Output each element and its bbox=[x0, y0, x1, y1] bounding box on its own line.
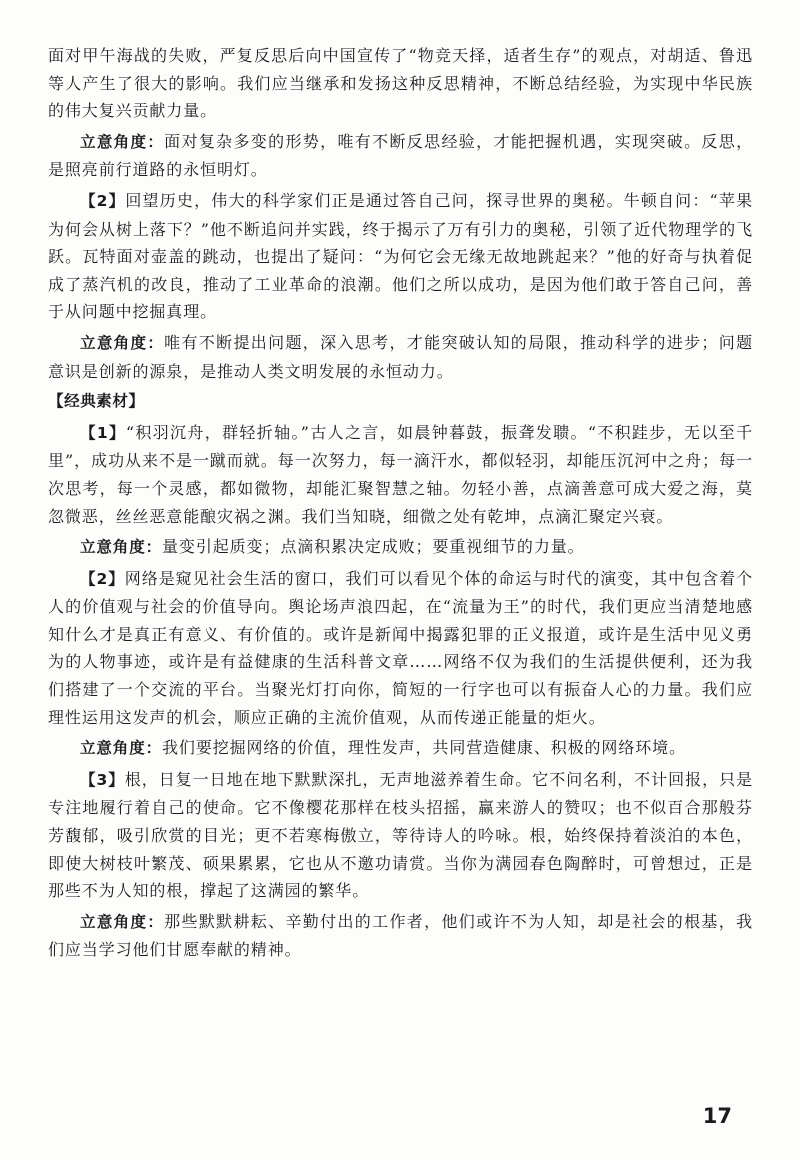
item-text: “积羽沉舟，群轻折轴。”古人之言，如晨钟暮鼓，振聋发聩。“不积跬步，无以至千里”，成功从来不是一蹴而就。每一次努力，每一滴汗水，都似轻羽，却能压沉河中之舟；每一次思考，每一个灵感，都如微物，却能汇聚智慧之轴。勿轻小善，点滴善意可成大爱之海，莫忽微恶，丝丝恶意能酿灾祸之渊。我们当知晓，细微之处有乾坤，点滴汇聚定兴衰。 bbox=[48, 422, 753, 526]
angle-text: 量变引起质变；点滴积累决定成败；要重视细节的力量。 bbox=[162, 537, 585, 557]
opening-paragraph bbox=[48, 42, 753, 125]
item-number: 【2】 bbox=[80, 569, 125, 588]
angle-paragraph-4 bbox=[48, 734, 753, 763]
item-text: 网络是窥见社会生活的窗口，我们可以看见个体的命运与时代的演变，其中包含着个人的价值观与社会的价值导向。舆论场声浪四起，在“流量为王”的时代，我们更应当清楚地感知什么才是真正有意义、有价值的。或许是新闻中揭露犯罪的正义报道，或许是生活中见义勇为的人物事迹，或许是有益健康的生活科普文章……网络不仅为我们的生活提供便利，还为我们搭建了一个交流的平台。当聚光灯打向你，简短的一行字也可以有振奋人心的力量。我们应理性运用这发声的机会，顺应正确的主流价值观，从而传递正能量的炬火。 bbox=[48, 568, 753, 727]
page-content bbox=[48, 42, 753, 967]
item-number: 【1】 bbox=[80, 423, 126, 442]
angle-label: 立意角度： bbox=[80, 538, 163, 557]
angle-label: 立意角度： bbox=[80, 912, 165, 931]
angle-text: 我们要挖掘网络的价值，理性发声，共同营造健康、积极的网络环境。 bbox=[162, 738, 686, 758]
angle-paragraph-1 bbox=[48, 128, 753, 184]
section-title-classic-materials: 【经典素材】 bbox=[48, 392, 145, 411]
angle-paragraph-5 bbox=[48, 908, 753, 964]
item-number: 【3】 bbox=[80, 770, 125, 789]
angle-text: 唯有不断提出问题，深入思考，才能突破认知的局限，推动科学的进步；问题意识是创新的源泉，是推动人类文明发展的永恒动力。 bbox=[48, 332, 753, 381]
item-text: 根，日复一日地在地下默默深扎，无声地滋养着生命。它不问名利，不计回报，只是专注地履行着自己的使命。它不像樱花那样在枝头招摇，赢来游人的赞叹；也不似百合那般芬芳馥郁，吸引欣赏的目光；更不若寒梅傲立，等待诗人的吟咏。根，始终保持着淡泊的本色，即使大树枝叶繁茂、硕果累累，它也从不邀功请赏。当你为满园春色陶醉时，可曾想过，正是那些不为人知的根，撑起了这满园的繁华。 bbox=[48, 769, 753, 901]
angle-label: 立意角度： bbox=[80, 333, 165, 352]
material-item-2 bbox=[48, 187, 753, 326]
angle-paragraph-2 bbox=[48, 329, 753, 385]
item-text: 回望历史，伟大的科学家们正是通过答自己问，探寻世界的奥秘。牛顿自问：“苹果为何会从树上落下？”他不断追问并实践，终于揭示了万有引力的奥秘，引领了近代物理学的飞跃。瓦特面对壶盖的跳动，也提出了疑问：“为何它会无缘无故地跳起来？”他的好奇与执着促成了蒸汽机的改良，推动了工业革命的浪潮。他们之所以成功，是因为他们敢于答自己问，善于从问题中挖掘真理。 bbox=[48, 190, 753, 322]
angle-text: 那些默默耕耘、辛勤付出的工作者，他们或许不为人知，却是社会的根基，我们应当学习他们甘愿奉献的精神。 bbox=[48, 911, 753, 960]
angle-label: 立意角度： bbox=[80, 739, 163, 758]
classic-item-2 bbox=[48, 565, 753, 732]
classic-item-1 bbox=[48, 419, 753, 530]
page-number: 17 bbox=[702, 1104, 732, 1128]
angle-text: 面对复杂多变的形势，唯有不断反思经验，才能把握机遇，实现突破。反思，是照亮前行道路的永恒明灯。 bbox=[48, 131, 753, 180]
angle-paragraph-3 bbox=[48, 533, 753, 562]
item-number: 【2】 bbox=[80, 191, 126, 210]
angle-label: 立意角度： bbox=[80, 132, 165, 151]
opening-text: 面对甲午海战的失败，严复反思后向中国宣传了“物竞天择，适者生存”的观点，对胡适、鲁迅等人产生了很大的影响。我们应当继承和发扬这种反思精神，不断总结经验，为实现中华民族的伟大复兴贡献力量。 bbox=[48, 46, 753, 121]
classic-item-3 bbox=[48, 766, 753, 905]
